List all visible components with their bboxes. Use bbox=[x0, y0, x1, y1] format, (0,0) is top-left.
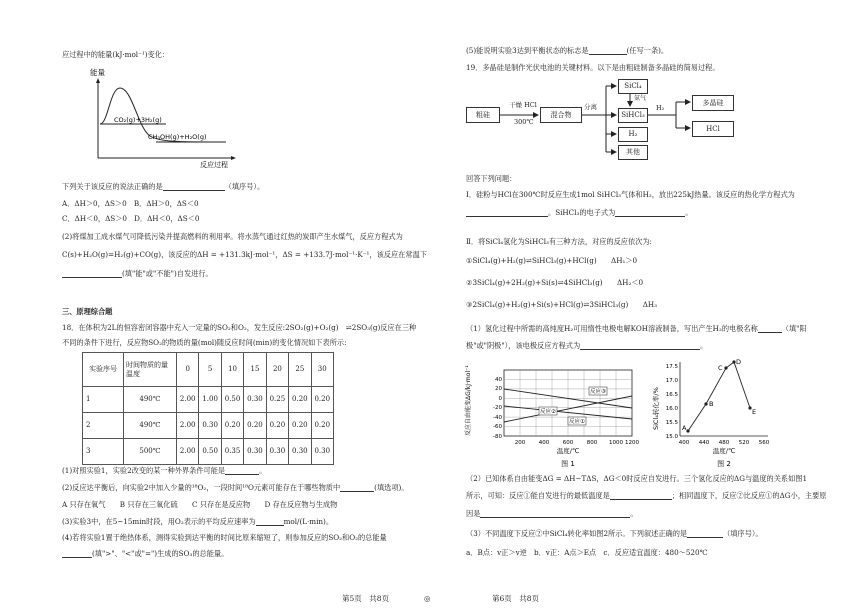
fig2-label-c: C bbox=[718, 364, 723, 372]
table-cell: 0.50 bbox=[221, 387, 243, 413]
table-header-cell: 0 bbox=[177, 353, 199, 387]
answer-blank[interactable] bbox=[62, 557, 92, 558]
experiment-table bbox=[82, 352, 334, 465]
figure-2-chart bbox=[648, 356, 780, 470]
binding-mark: ◎ bbox=[424, 594, 431, 603]
sub2-stem-2: 所示，可知：反应①能自发进行的最低温度是 ；相同温度下，反应②比反应①的ΔG小，主要原 bbox=[466, 491, 827, 500]
table-cell: 0.25 bbox=[266, 387, 288, 413]
table-cell: 1.00 bbox=[199, 387, 221, 413]
fig2-point-c bbox=[724, 366, 727, 369]
table-cell: 0.30 bbox=[199, 413, 221, 439]
fig1-xtick: 200 bbox=[514, 440, 526, 446]
fig2-label-e: E bbox=[752, 408, 757, 416]
answer-blank[interactable] bbox=[62, 277, 122, 278]
flow-condition-hcl: 干燥 HCl bbox=[509, 101, 537, 109]
answer-blank[interactable] bbox=[758, 332, 782, 333]
table-cell: 490℃ bbox=[124, 387, 177, 413]
part2-stem: Ⅱ．将SiCl₄氢化为SiHCl₃有三种方法，对应的反应依次为: bbox=[466, 237, 652, 246]
table-cell: 0.20 bbox=[311, 413, 333, 439]
sub1-stem-2: 极"或"阴极"），该电极反应方程式为 。 bbox=[466, 341, 708, 350]
fig2-xtick: 480 bbox=[718, 440, 730, 446]
sub2-stem-3: 因是 。 bbox=[466, 509, 638, 518]
section-heading: 三、原理综合题 bbox=[62, 307, 113, 316]
flow-h2-condition: H₂ bbox=[656, 104, 665, 112]
fig1-label-3: 反应③ bbox=[590, 389, 606, 395]
part1-stem: Ⅰ．硅粉与HCl在300℃时反应生成1mol SiHCl₃气体和H₂，放出225kJ热量。该反应的热化学方程式为 bbox=[466, 190, 795, 199]
table-cell: 0.30 bbox=[266, 439, 288, 465]
option-ab: A．ΔH＞0，ΔS＞0 B．ΔH＞0，ΔS＜0 bbox=[62, 199, 199, 208]
table-cell: 0.30 bbox=[311, 439, 333, 465]
table-cell: 3 bbox=[83, 439, 124, 465]
fig1-ytick: -60 bbox=[493, 424, 502, 430]
answer-blank[interactable] bbox=[225, 474, 259, 475]
table-cell: 0.20 bbox=[266, 413, 288, 439]
fig1-xlabel: 温度/℃ bbox=[556, 447, 580, 455]
answer-blank[interactable] bbox=[466, 216, 548, 217]
table-header-cell: 时间物质的量 温度 bbox=[124, 353, 177, 387]
fig1-xtick: 800 bbox=[586, 440, 598, 446]
table-header-cell: 20 bbox=[266, 353, 288, 387]
fig2-label-a: A bbox=[682, 424, 687, 432]
table-cell: 0.20 bbox=[289, 413, 311, 439]
q18-part2: (2)反应达平衡后，向实验2中加入少量的¹⁸O₂，一段时间¹⁸O元素可能存在于哪些物质中 (填选项)。 bbox=[62, 483, 409, 492]
table-cell: 2.00 bbox=[177, 387, 199, 413]
flow-sihcl3: SiHCl₃ bbox=[618, 108, 648, 123]
flow-separate: 分离 bbox=[584, 103, 597, 111]
page-number-left: 第5页 共8页 bbox=[342, 594, 390, 603]
energy-reactant: CO₂(g)+3H₂(g) bbox=[114, 116, 162, 124]
option-cd: C．ΔH＜0，ΔS＞0 D．ΔH＜0，ΔS＜0 bbox=[62, 214, 200, 223]
table-header-cell: 30 bbox=[311, 353, 333, 387]
flow-sicl4: SiCl₄ bbox=[618, 79, 648, 94]
flow-condition-temp: 300℃ bbox=[514, 118, 534, 126]
page-number-right: 第6页 共8页 bbox=[492, 594, 540, 603]
fig2-ytick: 15.0 bbox=[665, 434, 678, 440]
answer-blank[interactable] bbox=[163, 190, 225, 191]
sub1-stem: （1）氢化过程中所需的高纯度H₂可用惰性电极电解KOH溶液制备，写出产生H₂的电极名称 （填"阳 bbox=[466, 324, 807, 333]
fig2-label-d: D bbox=[736, 358, 742, 366]
fig2-xtick: 400 bbox=[678, 440, 690, 446]
table-cell: 490℃ bbox=[124, 413, 177, 439]
table-cell: 0.30 bbox=[244, 439, 266, 465]
fig2-ylabel: SiCl₄转化率/% bbox=[652, 387, 660, 430]
fig1-xtick: 400 bbox=[538, 440, 550, 446]
fig1-xtick: 600 bbox=[562, 440, 574, 446]
table-cell: 0.30 bbox=[244, 387, 266, 413]
table-row bbox=[83, 413, 334, 439]
fig1-ytick: 20 bbox=[495, 386, 502, 392]
flow-ammonia: 氨气 bbox=[634, 95, 647, 102]
sub2-stem: （2）已知体系自由能变ΔG = ΔH−TΔS，ΔG＜0时反应自发进行。三个氢化反应的ΔG与温度的关系如图1 bbox=[466, 474, 808, 483]
table-cell: 2.00 bbox=[177, 439, 199, 465]
flow-h2: H₂ bbox=[618, 127, 648, 142]
q18-part2-options: A 只存在氧气 B 只存在三氧化硫 C 只存在是反应物 D 存在反应物与生成物 bbox=[62, 500, 338, 509]
fig2-point-a bbox=[686, 429, 689, 432]
q18-stem-2: 不同的条件下进行，反应物SO₂的物质的量(mol)随反应时间(min)的变化情况如下表所示: bbox=[62, 338, 347, 347]
intro-text: 应过程中的能量(kJ·mol⁻¹)变化： bbox=[62, 50, 170, 59]
table-cell: 2.00 bbox=[177, 413, 199, 439]
table-cell: 0.50 bbox=[199, 439, 221, 465]
equation-1: ①SiCl₄(g)+H₂(g)⇌SiHCl₃(g)+HCl(g) ΔH₁＞0 bbox=[466, 256, 638, 265]
table-cell: 0.35 bbox=[221, 439, 243, 465]
table-row bbox=[83, 387, 334, 413]
fig1-ytick: -80 bbox=[493, 434, 502, 440]
table-cell: 500℃ bbox=[124, 439, 177, 465]
answer-blank[interactable] bbox=[615, 216, 685, 217]
q18-part3: (3)实验3中，在5~15min时段，用O₂表示的平均反应速率为 mol/(L·min)。 bbox=[62, 517, 334, 526]
equation-3: ③2SiCl₄(g)+H₂(g)+Si(s)+HCl(g)⇌3SiHCl₃(g) ΔH₃ bbox=[466, 300, 658, 309]
fig2-xlabel: 温度/℃ bbox=[712, 447, 736, 455]
table-cell: 1 bbox=[83, 387, 124, 413]
fig2-ytick: 15.5 bbox=[665, 420, 678, 426]
table-cell: 0.20 bbox=[311, 387, 333, 413]
fig2-ytick: 16.0 bbox=[665, 406, 678, 412]
fig1-ytick: -40 bbox=[493, 415, 502, 421]
table-cell: 0.30 bbox=[289, 439, 311, 465]
fig2-xtick: 520 bbox=[738, 440, 750, 446]
q19-stem: 19．多晶硅是制作光伏电池的关键材料。以下是由粗硅制备多晶硅的简易过程。 bbox=[466, 63, 720, 72]
flow-mixture: 混合物 bbox=[540, 107, 582, 123]
flow-hcl: HCl bbox=[692, 121, 734, 137]
fig1-ytick: 40 bbox=[495, 377, 502, 383]
fig1-ytick: 0 bbox=[498, 396, 502, 402]
q5-text: (5)能说明实验3达到平衡状态的标志是 (任写一条)。 bbox=[466, 46, 669, 55]
fig1-label-2: 反应② bbox=[540, 409, 556, 415]
table-header-row bbox=[83, 353, 334, 387]
q2-answer: (填"能"或"不能")自发进行。 bbox=[62, 269, 213, 278]
answer-blank[interactable] bbox=[256, 525, 284, 526]
q2-stem: (2)将煤加工成水煤气可降低污染并提高燃料的利用率。将水蒸气通过红热的炭即产生水煤气，反应方程式为 bbox=[62, 232, 403, 241]
fig2-xtick: 560 bbox=[758, 440, 770, 446]
q2-equation: C(s)+H₂O(g)=H₂(g)+CO(g)，该反应的ΔH = +131.3kJ·mol⁻¹，ΔS = +133.7J·mol⁻¹·K⁻¹，该反应在常温下 bbox=[62, 250, 427, 259]
fig2-label-b: B bbox=[709, 400, 714, 408]
fig2-point-b bbox=[704, 402, 707, 405]
figure-1-chart bbox=[464, 356, 650, 470]
table-row bbox=[83, 439, 334, 465]
flow-crude-silicon: 粗硅 bbox=[466, 107, 500, 123]
fig1-xtick: 1200 bbox=[625, 440, 639, 446]
sub3-options: a．B点：v正＞v逆 b．v正：A点＞E点 c．反应适宜温度：480～520℃ bbox=[466, 548, 708, 557]
answer-blank[interactable] bbox=[580, 349, 700, 350]
fig1-label-1: 反应① bbox=[569, 419, 585, 425]
q18-part4-answer: (填">"、"<"或"=")生成的SO₃的总能量。 bbox=[62, 549, 228, 558]
energy-diagram bbox=[86, 66, 246, 170]
answer-blank[interactable] bbox=[480, 517, 630, 518]
flow-others: 其他 bbox=[618, 145, 648, 160]
energy-xlabel: 反应过程 bbox=[200, 161, 228, 169]
table-header-cell: 25 bbox=[289, 353, 311, 387]
answer-blank[interactable] bbox=[687, 537, 723, 538]
right-page bbox=[430, 0, 860, 608]
q18-part1: (1)对照实验1，实验2改变的某一种外界条件可能是 。 bbox=[62, 466, 267, 475]
flow-polysilicon: 多晶硅 bbox=[692, 95, 734, 111]
answer-prompt: 回答下列问题： bbox=[466, 174, 517, 183]
table-header-cell: 5 bbox=[199, 353, 221, 387]
fig2-caption: 图 2 bbox=[717, 460, 731, 468]
fig1-ytick: -20 bbox=[493, 405, 502, 411]
table-cell: 0.20 bbox=[289, 387, 311, 413]
table-header-cell: 实验序号 bbox=[83, 353, 124, 387]
answer-blank[interactable] bbox=[610, 499, 672, 500]
answer-blank[interactable] bbox=[340, 491, 374, 492]
part1-answer: 。SiHCl₃的电子式为 。 bbox=[466, 208, 693, 217]
fig2-curve bbox=[688, 362, 750, 431]
fig1-caption: 图 1 bbox=[561, 460, 575, 468]
q18-stem-1: 18．在体积为2L的恒容密闭容器中充入一定量的SO₂和O₂，发生反应:2SO₂(g)+O₂(g) ⇌2SO₃(g)反应在三种 bbox=[62, 323, 417, 332]
energy-product: CH₃OH(g)+H₂O(g) bbox=[148, 133, 207, 141]
q1-stem: 下列关于该反应的说法正确的是 （填序号）。 bbox=[62, 182, 265, 191]
flowchart bbox=[430, 0, 860, 170]
energy-ylabel: 能量 bbox=[90, 68, 105, 77]
fig2-ytick: 17.0 bbox=[665, 378, 678, 384]
fig1-ylabel: 反应自由能变ΔG/kJ·mol⁻¹ bbox=[465, 365, 472, 436]
table-cell: 0.20 bbox=[221, 413, 243, 439]
table-header-cell: 10 bbox=[221, 353, 243, 387]
table-cell: 0.20 bbox=[244, 413, 266, 439]
fig1-xtick: 1000 bbox=[609, 440, 623, 446]
sub3-stem: （3）不同温度下反应②中SiCl₄转化率如图2所示。下列叙述正确的是 （填序号）。 bbox=[466, 529, 763, 538]
q18-part4: (4)若将实验1置于绝热体系，测得实验到达平衡的时间比原来缩短了，则参加反应的SO₂和O₂的总能量 bbox=[62, 533, 387, 542]
table-cell: 2 bbox=[83, 413, 124, 439]
table-header-cell: 15 bbox=[244, 353, 266, 387]
equation-2: ②3SiCl₄(g)+2H₂(g)+Si(s)⇌4SiHCl₃(g) ΔH₂＜0 bbox=[466, 278, 644, 287]
fig2-ytick: 17.5 bbox=[665, 364, 678, 370]
fig2-xtick: 440 bbox=[698, 440, 710, 446]
fig2-ytick: 16.5 bbox=[665, 392, 678, 398]
